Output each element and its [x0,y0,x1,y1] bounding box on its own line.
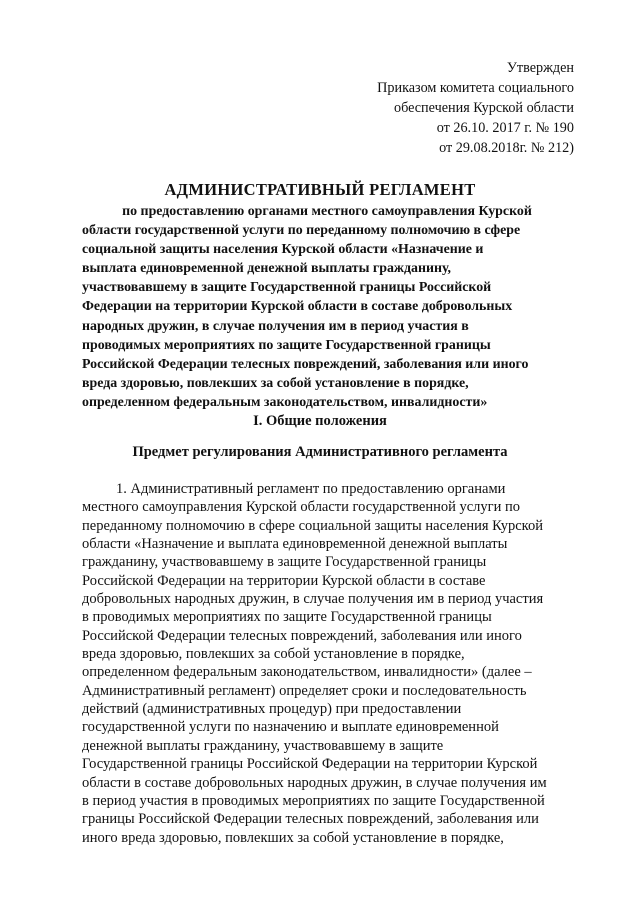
paragraph-line: гражданину, участвовавшему в защите Государственной границы [82,554,487,571]
paragraph-line: Российской Федерации на территории Курской области в составе [82,572,486,589]
paragraph-line: вреда здоровью, повлекших за собой установление в порядке, [82,646,465,663]
paragraph-line: денежной выплаты гражданину, участвовавшему в защите [82,737,444,754]
subtitle-line: вреда здоровью, повлекших за собой установление в порядке, [82,375,469,391]
subtitle-line: проводимых мероприятиях по защите Государственной границы [82,337,491,353]
document-subtitle [82,202,572,412]
subtitle-line: Российской Федерации телесных повреждений, заболевания или иного [82,356,529,372]
subtitle-line: народных дружин, в случае получения им в период участия в [82,318,469,334]
approval-line: Утвержден [506,60,574,76]
approval-line: обеспечения Курской области [393,100,574,116]
section-title: I. Общие положения [253,413,387,429]
approval-line: Приказом комитета социального [377,80,574,96]
paragraph-line: государственной услуги по назначению и выплате единовременной [82,719,499,736]
paragraph-line: иного вреда здоровью, повлекших за собой установление в порядке, [82,829,504,846]
subtitle-line: социальной защиты населения Курской области «Назначение и [82,242,484,258]
subtitle-line: участвовавшему в защите Государственной границы Российской [82,280,492,296]
subsection-title: Предмет регулирования Административного регламента [132,444,508,460]
approval-line: от 29.08.2018г. № 212) [439,140,574,156]
paragraph-line: границы Российской Федерации телесных повреждений, заболевания или [82,811,539,828]
paragraph-line: в проводимых мероприятиях по защите Государственной границы [82,609,492,626]
approval-stamp [377,58,574,158]
document-title: АДМИНИСТРАТИВНЫЙ РЕГЛАМЕНТ [164,180,476,199]
subtitle-line: выплата единовременной денежной выплаты гражданину, [82,261,451,277]
subtitle-line: определенном федеральным законодательством, инвалидности» [82,394,488,410]
paragraph-line: Российской Федерации телесных повреждений, заболевания или иного [82,627,522,644]
subtitle-line: Федерации на территории Курской области в составе добровольных [82,299,513,315]
approval-line: от 26.10. 2017 г. № 190 [436,120,574,136]
subtitle-line: области государственной услуги по переданному полномочию в сфере [82,223,521,239]
paragraph-line: переданному полномочию в сфере социальной защиты населения Курской [82,517,543,534]
paragraph-line: Государственной границы Российской Федерации на территории Курской [82,756,538,773]
paragraph-line: Административный регламент) определяет сроки и последовательность [82,682,527,699]
paragraph-line: добровольных народных дружин, в случае получения им в период участия [82,591,544,608]
paragraph-line: в период участия в проводимых мероприятиях по защите Государственной [82,792,545,809]
paragraph-line: области «Назначение и выплата единовременной денежной выплаты [82,536,508,553]
paragraph-line: местного самоуправления Курской области государственной услуги по [82,499,521,516]
paragraph-line: области в составе добровольных народных дружин, в случае получения им [82,774,547,791]
paragraph-line: действий (административных процедур) при предоставлении [82,701,462,718]
paragraph-1 [82,480,572,847]
paragraph-line: определенном федеральным законодательством, инвалидности» (далее – [82,664,532,681]
paragraph-line: 1. Административный регламент по предоставлению органами [116,481,506,497]
subtitle-line: по предоставлению органами местного самоуправления Курской [122,204,532,219]
